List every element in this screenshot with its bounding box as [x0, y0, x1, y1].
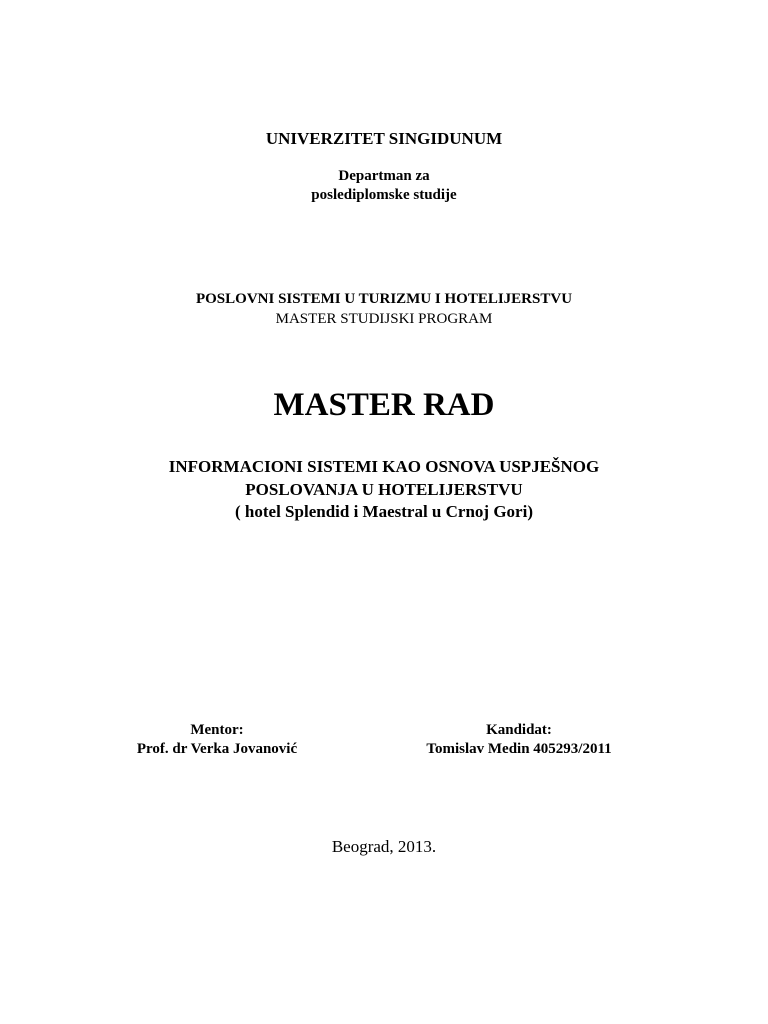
department-line-1: Departman za	[338, 168, 430, 184]
program-name: POSLOVNI SISTEMI U TURIZMU I HOTELIJERSTVU	[195, 291, 573, 307]
department-line-2: poslediplomske studije	[311, 187, 457, 203]
mentor-name: Prof. dr Verka Jovanović	[136, 741, 298, 757]
thesis-subject-line-3: ( hotel Splendid i Maestral u Crnoj Gori)	[235, 502, 533, 521]
candidate-label: Kandidat:	[486, 722, 552, 738]
mentor-label: Mentor:	[190, 722, 244, 738]
thesis-subject-line-2: POSLOVANJA U HOTELIJERSTVU	[245, 480, 523, 499]
document-title: MASTER RAD	[273, 387, 495, 423]
place-date: Beograd, 2013.	[331, 837, 437, 856]
program-type: MASTER STUDIJSKI PROGRAM	[275, 311, 493, 327]
thesis-subject-line-1: INFORMACIONI SISTEMI KAO OSNOVA USPJEŠNOG	[168, 457, 600, 476]
university-name: UNIVERZITET SINGIDUNUM	[265, 129, 503, 148]
candidate-name: Tomislav Medin 405293/2011	[426, 741, 612, 757]
